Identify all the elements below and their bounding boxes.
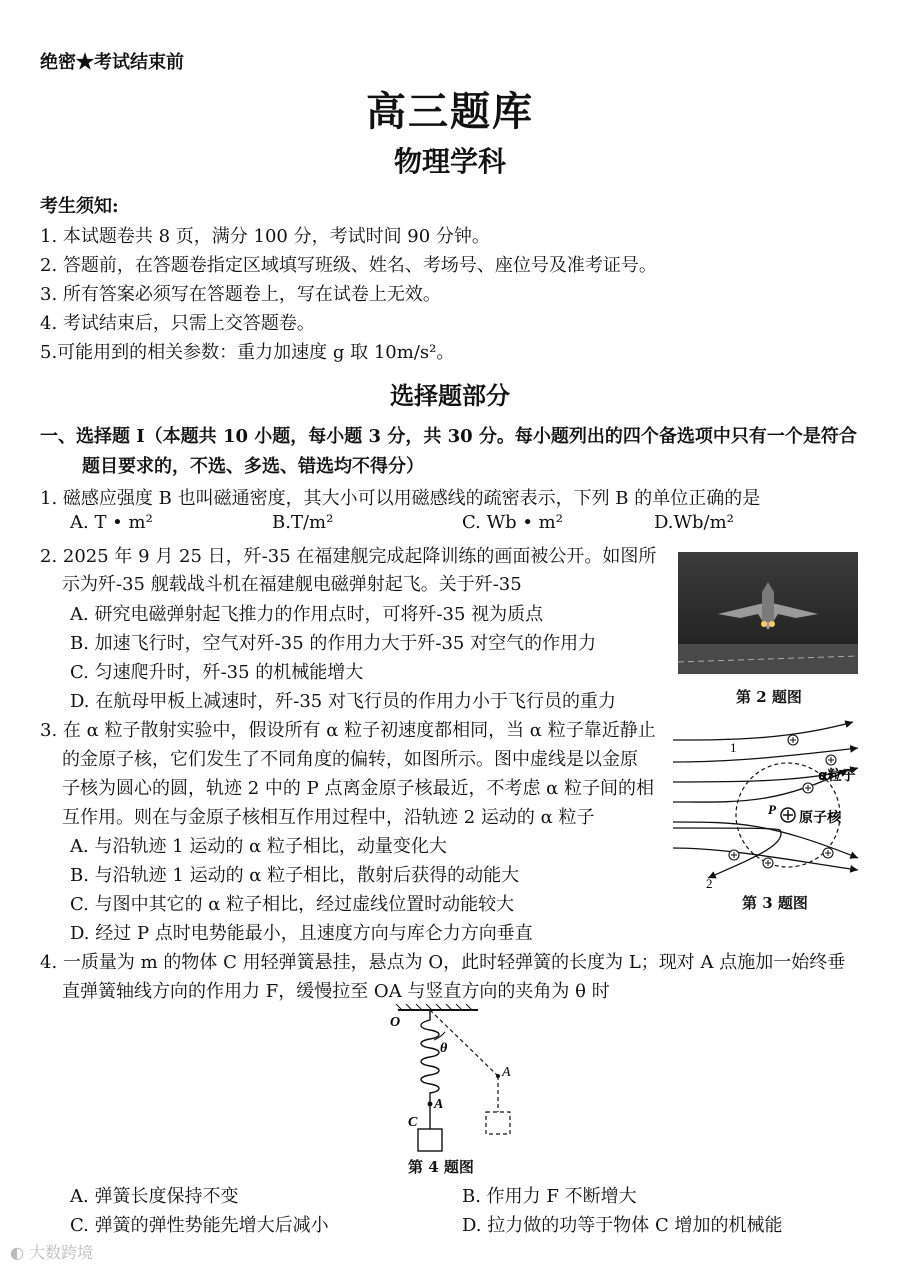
q1-stem: 1. 磁感应强度 B 也叫磁通密度，其大小可以用磁感线的疏密表示，下列 B 的单位正确的是 bbox=[40, 488, 761, 509]
spring-icon bbox=[421, 1010, 439, 1104]
track-1 bbox=[673, 722, 853, 740]
track-2 bbox=[673, 828, 781, 878]
q1-option-b: B.T/m² bbox=[272, 512, 334, 533]
spring-diagram bbox=[388, 1004, 528, 1159]
theta-label: θ bbox=[440, 1041, 448, 1056]
alpha-scattering-diagram bbox=[668, 710, 868, 890]
q3-option-c: C. 与图中其它的 α 粒子相比，经过虚线位置时动能较大 bbox=[70, 894, 515, 915]
notice-item: 4. 考试结束后，只需上交答题卷。 bbox=[40, 313, 315, 334]
q3-option-a: A. 与沿轨迹 1 运动的 α 粒子相比，动量变化大 bbox=[70, 836, 447, 857]
nucleus-label: 原子核 bbox=[799, 810, 841, 826]
q2-option-a: A. 研究电磁弹射起飞推力的作用点时，可将歼-35 视为质点 bbox=[70, 604, 544, 625]
section-title: 选择题部分 bbox=[390, 381, 510, 410]
q1-option-c: C. Wb • m² bbox=[462, 512, 563, 533]
part-heading-cont: 题目要求的，不选、多选、错选均不得分） bbox=[82, 456, 424, 477]
secret-label: 绝密★考试结束前 bbox=[40, 52, 184, 73]
notice-heading: 考生须知: bbox=[40, 196, 119, 217]
q1-option-d: D.Wb/m² bbox=[654, 512, 734, 533]
q3-stem: 3. 在 α 粒子散射实验中，假设所有 α 粒子初速度都相同，当 α 粒子靠近静止 bbox=[40, 720, 656, 741]
q3-stem-cont: 互作用。则在与金原子核相互作用过程中，沿轨迹 2 运动的 α 粒子 bbox=[62, 807, 595, 828]
c-label: C bbox=[408, 1115, 418, 1130]
q4-caption: 第 4 题图 bbox=[408, 1158, 474, 1176]
q3-stem-cont: 的金原子核，它们发生了不同角度的偏转，如图所示。图中虚线是以金原 bbox=[62, 749, 638, 770]
q2-option-c: C. 匀速爬升时，歼-35 的机械能增大 bbox=[70, 662, 364, 683]
notice-item: 2. 答题前，在答题卷指定区域填写班级、姓名、考场号、座位号及准考证号。 bbox=[40, 255, 657, 276]
q2-caption: 第 2 题图 bbox=[736, 688, 802, 706]
watermark bbox=[10, 1240, 93, 1263]
q4-stem-cont: 直弹簧轴线方向的作用力 F，缓慢拉至 OA 与竖直方向的夹角为 θ 时 bbox=[62, 981, 610, 1002]
fighter-jet-icon bbox=[678, 552, 858, 674]
q2-stem: 2. 2025 年 9 月 25 日，歼-35 在福建舰完成起降训练的画面被公开。如图所 bbox=[40, 546, 657, 567]
page-subtitle: 物理学科 bbox=[393, 145, 506, 178]
q4-option-c: C. 弹簧的弹性势能先增大后减小 bbox=[70, 1215, 329, 1236]
fighter-jet-photo bbox=[678, 552, 858, 674]
q4-option-a: A. 弹簧长度保持不变 bbox=[70, 1186, 239, 1207]
a-label-dashed: A bbox=[502, 1065, 511, 1080]
q4-option-b: B. 作用力 F 不断增大 bbox=[462, 1186, 637, 1207]
watermark-logo-icon: ◐ bbox=[10, 1243, 24, 1262]
track-2-label: 2 bbox=[706, 876, 713, 890]
q3-caption: 第 3 题图 bbox=[742, 894, 808, 912]
part-heading: 一、选择题 I（本题共 10 小题，每小题 3 分，共 30 分。每小题列出的四个备选项中只有一个是符合 bbox=[40, 426, 857, 447]
block-c-dashed bbox=[486, 1112, 510, 1134]
q2-option-d: D. 在航母甲板上减速时，歼-35 对飞行员的作用力小于飞行员的重力 bbox=[70, 691, 616, 712]
o-label: O bbox=[390, 1015, 401, 1030]
block-c bbox=[418, 1129, 442, 1151]
page-title: 高三题库 bbox=[366, 88, 534, 135]
q3-option-d: D. 经过 P 点时电势能最小，且速度方向与库仑力方向垂直 bbox=[70, 923, 533, 944]
q4-option-d: D. 拉力做的功等于物体 C 增加的机械能 bbox=[462, 1215, 783, 1236]
p-label: P bbox=[768, 802, 776, 817]
q3-option-b: B. 与沿轨迹 1 运动的 α 粒子相比，散射后获得的动能大 bbox=[70, 865, 520, 886]
notice-item: 3. 所有答案必须写在答题卷上，写在试卷上无效。 bbox=[40, 284, 441, 305]
notice-item: 1. 本试题卷共 8 页，满分 100 分，考试时间 90 分钟。 bbox=[40, 226, 490, 247]
track-1-label: 1 bbox=[730, 740, 737, 755]
notice-item: 5.可能用到的相关参数：重力加速度 g 取 10m/s²。 bbox=[40, 342, 455, 363]
q3-stem-cont: 子核为圆心的圆，轨迹 2 中的 P 点离金原子核最近，不考虑 α 粒子间的相 bbox=[62, 778, 655, 799]
watermark-text: 大数跨境 bbox=[29, 1243, 94, 1262]
a-label: A bbox=[434, 1097, 444, 1112]
q2-option-b: B. 加速飞行时，空气对歼-35 的作用力大于歼-35 对空气的作用力 bbox=[70, 633, 597, 654]
q2-stem-cont: 示为歼-35 舰载战斗机在福建舰电磁弹射起飞。关于歼-35 bbox=[62, 574, 522, 595]
q4-stem: 4. 一质量为 m 的物体 C 用轻弹簧悬挂，悬点为 O，此时轻弹簧的长度为 L；现对 A 点施加一始终垂 bbox=[40, 952, 846, 973]
alpha-label: α粒子 bbox=[818, 768, 856, 784]
q1-option-a: A. T • m² bbox=[70, 512, 153, 533]
